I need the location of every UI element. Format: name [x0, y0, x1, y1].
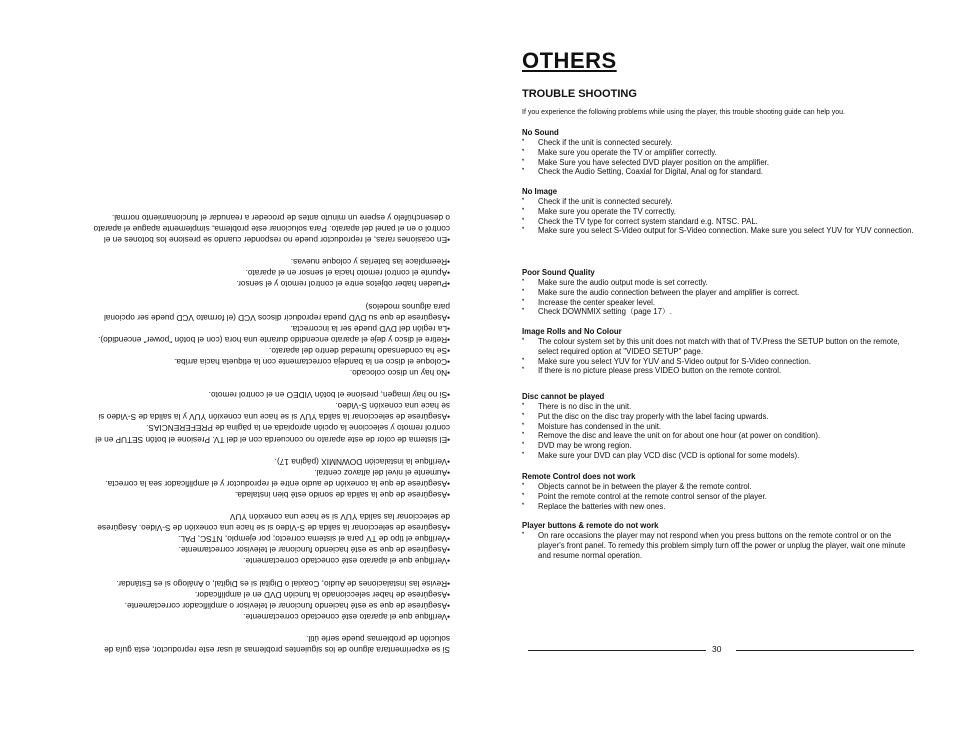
list-item	[522, 482, 914, 492]
list-item	[522, 148, 914, 158]
item-text: Make sure the audio connection between the player and amplifier is correct.	[538, 287, 800, 297]
trouble-section	[522, 472, 914, 511]
item-text: There is no disc in the unit.	[538, 402, 632, 411]
item-list	[522, 337, 914, 376]
spanish-text-line: •Reemplace las baterías y coloque nuevas.	[290, 257, 450, 268]
intro-text: If you experience the following problems while using the player, this trouble shooting guide can help you.	[522, 109, 845, 116]
list-item	[522, 441, 914, 451]
item-text: The colour system set by this unit does not match with that of TV.Press the SETUP button on the remote, select required option at "VIDEO SETUP" page.	[538, 337, 900, 356]
spanish-text-line: solución de problemas puede serle útil.	[306, 633, 450, 644]
spanish-text-line: •El sistema de color de este aparato no concuerda con el del TV. Presione el botón SETUP en el	[95, 434, 450, 445]
list-item	[522, 207, 914, 217]
list-item	[522, 138, 914, 148]
list-item	[522, 217, 914, 227]
section-heading: Player buttons & remote do not work	[522, 521, 659, 530]
list-item	[522, 492, 914, 502]
item-text: If there is no picture please press VIDEO button on the remote control.	[538, 366, 782, 376]
item-text: Make sure you operate the TV correctly.	[538, 206, 676, 216]
item-text: Check DOWNMIX setting（page 17）.	[538, 307, 672, 317]
item-text: Objects cannot be in between the player & the remote control.	[538, 482, 752, 491]
spanish-page-rotated	[40, 95, 450, 655]
spanish-text-line: •La región del DVD puede ser la incorrecta.	[290, 323, 450, 334]
spanish-text-line: •Asegúrese de que la conexión de audio entre el reproductor y el amplificador sea la correcta.	[105, 478, 450, 489]
bullet-icon: ❜	[522, 412, 525, 420]
spacer	[40, 622, 450, 633]
bullet-icon: ❜	[522, 338, 525, 345]
item-text: Make sure your DVD can play VCD disc (VCD is optional for some models).	[538, 450, 800, 460]
trouble-section	[522, 268, 914, 317]
spanish-text-line: •Asegúrese de seleccionar la salida de S-Video si se hace una conexión de S-Video. Asegúrese	[97, 523, 450, 534]
item-text: Check the Audio Setting, Coaxial for Digital, Anal og for standard.	[538, 167, 763, 177]
spanish-text-line: control o en el panel del aparato. Para solucionar este problema, simplemente apague el aparato	[93, 224, 450, 235]
bullet-icon: ❜	[522, 198, 525, 205]
spacer	[40, 245, 450, 256]
list-item	[522, 197, 914, 207]
bullet-icon: ❜	[522, 168, 525, 176]
bullet-icon: ❜	[522, 451, 525, 459]
spanish-text-line: •En ocasiones raras, el reproductor puede no responder cuando se presione los botones en el	[103, 235, 450, 246]
bullet-icon: ❜	[522, 298, 525, 306]
item-list	[522, 402, 914, 461]
item-list	[522, 531, 914, 560]
item-text: Make sure you select S-Video output for S-Video connection. Make sure you select YUV for YUV connection.	[538, 226, 914, 236]
spanish-text-line: se hace una conexión S-Video.	[335, 401, 450, 412]
trouble-section	[522, 187, 914, 236]
item-text: Make sure the audio output mode is set correctly.	[538, 278, 708, 287]
spanish-text-line: •Se ha condensado humedad dentro del aparato.	[269, 345, 450, 356]
bullet-icon: ❜	[522, 357, 525, 365]
trouble-section	[522, 327, 914, 376]
section-heading: Disc cannot be played	[522, 392, 605, 401]
list-item	[522, 422, 914, 432]
list-item	[522, 502, 914, 512]
spanish-text-line: o desenchúfelo y espere un minuto antes de proceder a reanudar el funcionamiento normal.	[111, 213, 450, 223]
list-item	[522, 451, 914, 461]
bullet-icon: ❜	[522, 502, 525, 510]
bullet-icon: ❜	[522, 432, 525, 440]
item-text: Check if the unit is connected securely.	[538, 197, 673, 206]
spanish-text-line: •Asegúrese de que se esté haciendo funcionar el televisor correctamente.	[178, 545, 450, 556]
bullet-icon: ❜	[522, 367, 525, 375]
item-text: Check the TV type for correct system standard e.g. NTSC. PAL.	[538, 216, 758, 226]
spanish-text-line: •No hay un disco colocado.	[349, 368, 450, 379]
list-item	[522, 337, 914, 357]
bullet-icon: ❜	[522, 483, 525, 490]
section-heading: No Sound	[522, 128, 559, 137]
list-item	[522, 412, 914, 422]
list-item	[522, 158, 914, 168]
spanish-text-line: •Aumente el nivel del altavoz central.	[314, 467, 450, 478]
spacer	[40, 378, 450, 389]
item-text: Increase the center speaker level.	[538, 297, 656, 307]
page-title: OTHERS	[522, 48, 617, 73]
section-heading: Remote Control does not work	[522, 472, 636, 481]
spanish-text-line: •Verifique que el aparato esté conectado correctamente.	[243, 556, 450, 567]
spanish-text-line: Si se experimentara alguno de los siguientes problemas al usar este reproductor, esta guía de	[104, 645, 450, 655]
item-text: Make sure you select YUV for YUV and S-Video output for S-Video connection.	[538, 356, 811, 366]
bullet-icon: ❜	[522, 139, 525, 146]
item-text: Make Sure you have selected DVD player position on the amplifier.	[538, 157, 769, 167]
section-subtitle: TROUBLE SHOOTING	[522, 88, 637, 100]
bullet-icon: ❜	[522, 492, 525, 500]
item-text: Make sure you operate the TV or amplifier correctly.	[538, 147, 717, 157]
spanish-text-line: •Si no hay imagen, presione el botón VIDEO en el control remoto.	[208, 390, 450, 401]
bullet-icon: ❜	[522, 288, 525, 296]
spacer	[40, 445, 450, 456]
bullet-icon: ❜	[522, 227, 525, 235]
list-item	[522, 366, 914, 376]
bullet-icon: ❜	[522, 308, 525, 316]
item-text: Remove the disc and leave the unit on for about one hour (at power on condition).	[538, 431, 821, 441]
bullet-icon: ❜	[522, 532, 525, 539]
bullet-icon: ❜	[522, 148, 525, 156]
bullet-icon: ❜	[522, 422, 525, 430]
list-item	[522, 402, 914, 412]
trouble-section	[522, 392, 914, 461]
footer-rule-right	[736, 650, 914, 651]
list-item	[522, 431, 914, 441]
list-item	[522, 226, 914, 236]
item-text: Put the disc on the disc tray properly with the label facing upwards.	[538, 411, 769, 421]
trouble-section	[522, 521, 914, 560]
section-heading: Poor Sound Quality	[522, 268, 595, 277]
bullet-icon: ❜	[522, 207, 525, 215]
item-list	[522, 197, 914, 236]
spacer	[40, 500, 450, 511]
spanish-text-line: •Asegúrese de que se esté haciendo funcionar el televisor o amplificador correctamente.	[124, 600, 450, 611]
list-item	[522, 531, 914, 560]
spanish-text-line: •Coloque el disco en la bandeja correctamente con la etiqueta hacia arriba.	[174, 357, 450, 368]
bullet-icon: ❜	[522, 279, 525, 286]
bullet-icon: ❜	[522, 158, 525, 166]
section-heading: Image Rolls and No Colour	[522, 327, 622, 336]
item-text: On rare occasions the player may not respond when you press buttons on the remote control or on the player's front panel. To remedy this problem simply turn off the power or unplug the player, wait one minute and resume normal operation.	[538, 531, 906, 560]
list-item	[522, 278, 914, 288]
section-heading: No Image	[522, 187, 558, 196]
spanish-text-line: •Verifique el tipo de TV para el sistema correcto; por ejemplo, NTSC, PAL.	[178, 534, 450, 545]
list-item	[522, 357, 914, 367]
bullet-icon: ❜	[522, 217, 525, 225]
spanish-text-line: control remoto y seleccione la opción apropiada en la página de PREFERENCIAS.	[146, 423, 450, 434]
list-item	[522, 307, 914, 317]
item-text: Replace the batteries with new ones.	[538, 501, 666, 511]
spanish-text-line: •Asegúrese de que la salida de sonido esté bien instalada.	[234, 489, 450, 500]
spanish-text-line: •Asegúrese de que su DVD pueda reproducir discos VCD (el formato VCD puede ser opcional	[103, 312, 450, 323]
spanish-text-line: •Pueden haber objetos entre el control remoto y el sensor.	[236, 279, 450, 290]
footer-rule-left	[528, 650, 706, 651]
list-item	[522, 167, 914, 177]
item-list	[522, 278, 914, 317]
item-text: Moisture has condensed in the unit.	[538, 421, 662, 431]
spanish-text-line: •Asegúrese de seleccionar la salida YUV si se hace una conexión YUV y la salida de S-Video si	[98, 412, 450, 423]
spacer	[40, 289, 450, 300]
trouble-section	[522, 128, 914, 177]
item-text: Point the remote control at the remote control sensor of the player.	[538, 491, 767, 501]
spanish-text-line: •Verifique que el aparato esté conectado correctamente.	[243, 611, 450, 622]
item-list	[522, 482, 914, 511]
spanish-text-line: •Apunte el control remoto hacia el sensor en el aparato.	[245, 268, 450, 279]
bullet-icon: ❜	[522, 442, 525, 450]
list-item	[522, 298, 914, 308]
spanish-text-line: •Asegúrese de haber seleccionado la función DVD en el amplificador.	[194, 589, 450, 600]
spanish-text-line: •Verifique la instalación DOWNMIX (página 17).	[274, 456, 450, 467]
item-text: DVD may be wrong region.	[538, 441, 632, 451]
list-item	[522, 288, 914, 298]
spanish-text-line: •Retire el disco y deje el aparato encendido durante una hora (con el botón "power" encendido).	[98, 334, 450, 345]
spanish-text-line: para algunos modelos)	[365, 301, 450, 312]
spanish-text-line: de seleccionar las salida YUV si se hace una conexión YUV	[229, 512, 450, 523]
item-text: Check if the unit is connected securely.	[538, 138, 673, 147]
bullet-icon: ❜	[522, 403, 525, 410]
item-list	[522, 138, 914, 177]
spacer	[40, 566, 450, 577]
spanish-text-line: •Revise las instalaciones de Audio, Coaxial o Digital si es Digital, o Análogo si es Estándar.	[116, 578, 450, 589]
page-number: 30	[712, 644, 722, 654]
